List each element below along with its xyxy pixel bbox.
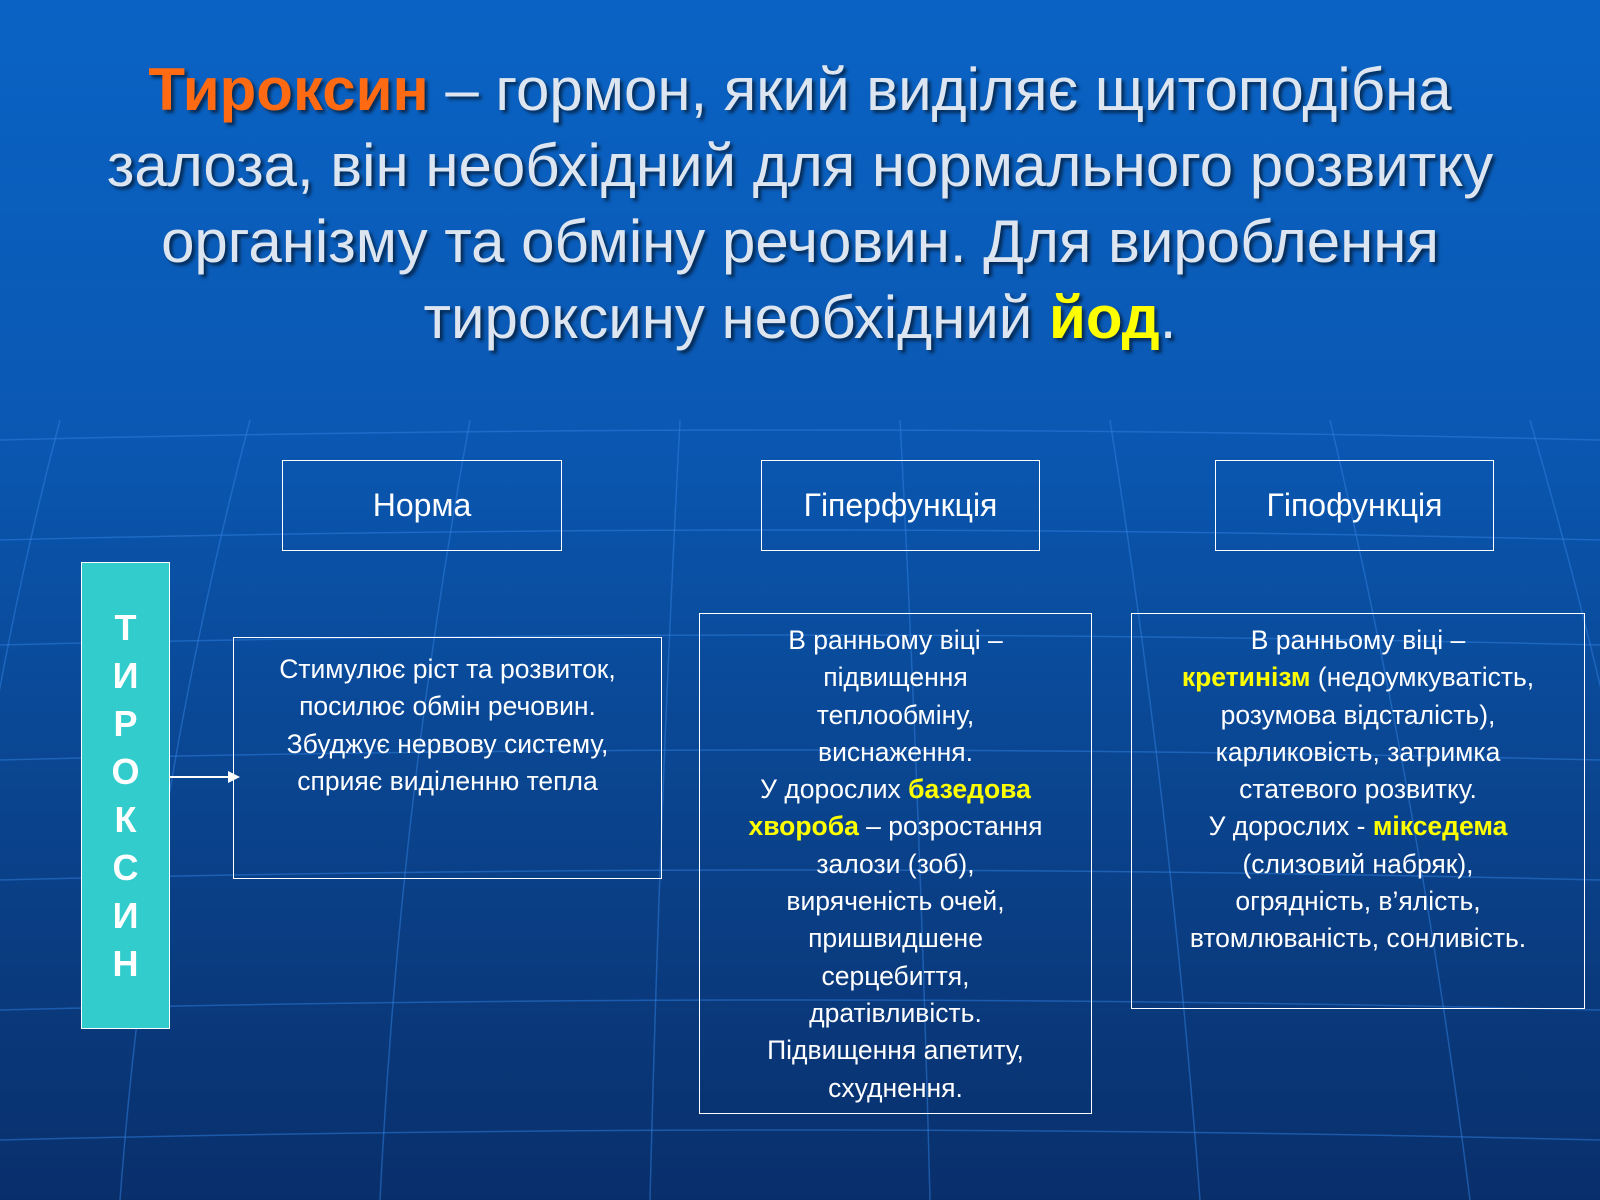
title-end: .: [1159, 284, 1177, 351]
hypo-line: статевого розвитку.: [1239, 774, 1477, 805]
header-hypofunction: [1215, 460, 1494, 551]
side-letter: И: [112, 894, 139, 936]
arrow-right-icon: [170, 770, 240, 784]
norm-line: Стимулює ріст та розвиток,: [279, 654, 616, 684]
hyperfunction-description: [699, 613, 1092, 1114]
side-letter: С: [112, 846, 139, 888]
header-norm-label: Норма: [372, 487, 472, 523]
hypo-line: огрядність, в’ялість,: [1235, 886, 1481, 917]
hypofunction-description: [1131, 613, 1585, 1009]
hypo-myxedema-term: мікседема: [1372, 811, 1508, 842]
hyper-line: залози (зоб),: [816, 848, 975, 879]
hyper-disease-term: хвороба: [748, 811, 859, 842]
hyper-line: підвищення: [823, 662, 968, 693]
norm-line: Збуджує нервову систему,: [286, 728, 609, 759]
hyper-line: [700, 808, 1091, 845]
hyper-adults-prefix: У дорослих: [760, 774, 909, 805]
hypo-line: втомлюваність, сонливість.: [1189, 923, 1527, 954]
hypo-line: розумова відсталість),: [1220, 699, 1496, 730]
hyper-graves-term: базедова: [908, 774, 1031, 805]
norm-line: посилює обмін речовин.: [299, 691, 596, 722]
norm-line: сприяє виділенню тепла: [297, 765, 598, 796]
side-letter: Р: [113, 702, 138, 744]
header-hyperfunction: [761, 460, 1040, 551]
hypo-adults-prefix: У дорослих -: [1208, 811, 1373, 842]
hypo-line: В ранньому віці –: [1250, 625, 1466, 655]
side-letter: Н: [112, 942, 139, 984]
hypo-cretinism-term: кретинізм: [1181, 662, 1311, 693]
slide-title: [40, 52, 1560, 356]
side-letter: Т: [114, 606, 137, 648]
side-label-thyroxine: [81, 562, 170, 1029]
side-letter: К: [114, 798, 137, 840]
hypo-line: карликовість, затримка: [1215, 736, 1501, 767]
hyper-line: пришвидшене: [808, 923, 983, 954]
hyper-line: виснаження.: [818, 736, 973, 767]
hypo-cretinism-text: (недоумкуватість,: [1310, 662, 1535, 693]
hyper-line: серцебиття,: [821, 960, 970, 991]
title-term-iodine: йод: [1048, 284, 1160, 351]
header-norm: [282, 460, 562, 551]
hyper-line: В ранньому віці –: [788, 625, 1003, 655]
hypo-line: (слизовий набряк),: [1242, 848, 1474, 879]
hyper-line: [700, 771, 1091, 808]
norm-description: [233, 637, 662, 879]
hyper-line: виряченість очей,: [786, 886, 1005, 917]
title-text: – гормон, який виділяє щитоподібна залоза, він необхідний для нормального розвитку організму та обміну речовин. Для вироблення тироксину необхідний: [106, 56, 1494, 351]
header-hyperfunction-label: Гіперфункція: [803, 487, 998, 523]
hyper-line: Підвищення апетиту,: [767, 1035, 1024, 1066]
hyper-line: теплообміну,: [816, 699, 975, 730]
hyper-growth-text: – розростання: [858, 811, 1043, 842]
title-term-thyroxine: Тироксин: [148, 56, 429, 123]
hyper-line: схуднення.: [828, 1072, 963, 1103]
hypo-line: [1132, 808, 1584, 845]
hyper-line: дратівливість.: [809, 997, 982, 1028]
hypo-line: [1132, 659, 1584, 696]
side-letter: О: [111, 750, 140, 792]
side-letter: И: [112, 654, 139, 696]
header-hypofunction-label: Гіпофункція: [1266, 487, 1443, 523]
